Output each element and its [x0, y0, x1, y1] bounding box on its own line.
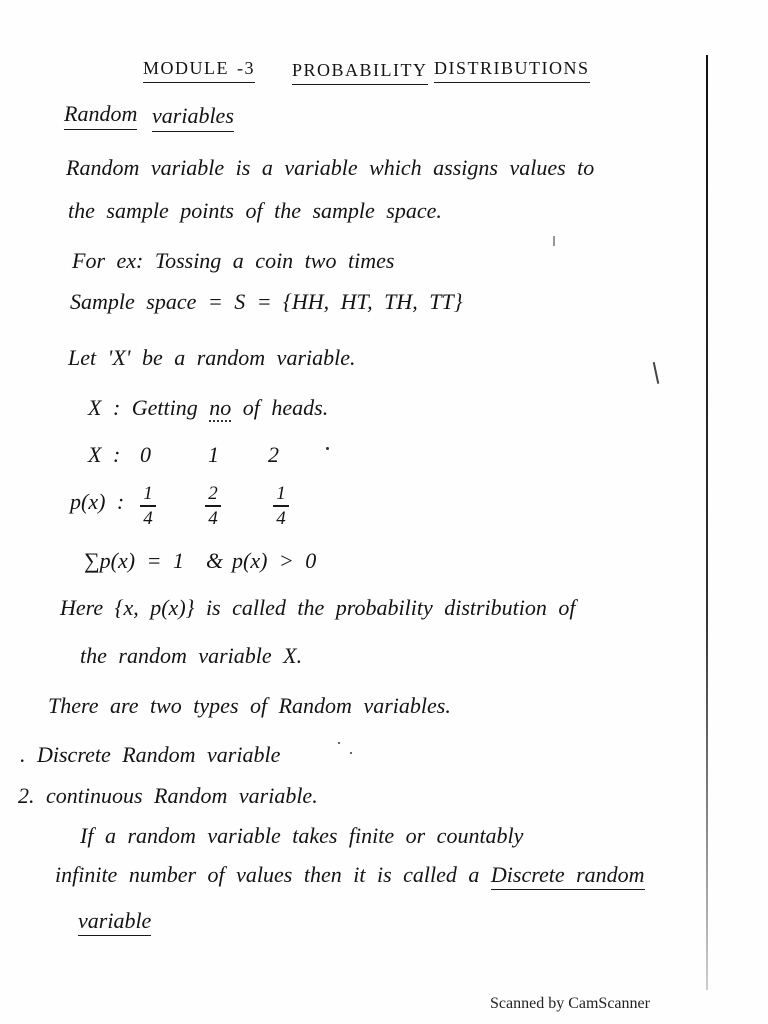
type-item-marker: 2. — [18, 783, 35, 808]
discrete-definition-line-1: If a random variable takes finite or countably — [80, 823, 524, 848]
title-subject-probability: PROBABILITY — [292, 60, 428, 85]
definition-line-2: the sample points of the sample space. — [68, 198, 442, 223]
p-value-fraction — [205, 484, 221, 528]
fraction-denominator: 4 — [208, 507, 218, 529]
fraction-bar — [205, 505, 221, 507]
fraction-bar — [273, 505, 289, 507]
scan-speck — [326, 447, 329, 450]
type-item — [18, 783, 318, 809]
x-label: X : — [88, 442, 121, 467]
fraction-numerator: 2 — [208, 483, 218, 504]
type-item — [20, 742, 280, 768]
definition-line-1: Random variable is a variable which assigns values to — [66, 155, 595, 180]
fraction-numerator: 1 — [276, 483, 286, 504]
conjunction: & — [206, 548, 224, 573]
sample-space: Sample space = S = {HH, HT, TH, TT} — [70, 289, 463, 314]
scan-speck — [350, 752, 352, 754]
x-definition-prefix: X : Getting — [88, 395, 198, 420]
fraction-denominator: 4 — [143, 507, 153, 529]
sum-condition: ∑p(x) = 1 — [84, 548, 184, 573]
x-value: 0 — [140, 442, 151, 467]
scanner-watermark: Scanned by CamScanner — [490, 995, 650, 1012]
p-value-fraction — [140, 484, 156, 528]
scan-edge-line — [706, 55, 708, 990]
types-intro: There are two types of Random variables. — [48, 693, 451, 718]
discrete-definition-line-2 — [55, 862, 645, 888]
x-definition-suffix: of heads. — [242, 395, 329, 420]
discrete-term: Discrete random — [491, 862, 645, 890]
type-item-marker: . — [20, 742, 26, 767]
type-item-label: continuous Random variable. — [46, 783, 318, 808]
x-definition — [88, 395, 328, 421]
title-subject-distributions: DISTRIBUTIONS — [434, 58, 590, 83]
section-heading-word1: Random — [64, 101, 137, 130]
title-module: MODULE -3 — [143, 58, 255, 83]
discrete-definition-text: infinite number of values then it is called a — [55, 862, 480, 887]
fraction-numerator: 1 — [143, 483, 153, 504]
positivity-condition: p(x) > 0 — [232, 548, 317, 573]
distribution-statement-line-1: Here {x, p(x)} is called the probability distribution of — [60, 595, 576, 620]
x-value: 1 — [208, 442, 219, 467]
section-heading-word2: variables — [152, 103, 234, 132]
scan-mark — [653, 362, 659, 384]
fraction-denominator: 4 — [276, 507, 286, 529]
distribution-statement-line-2: the random variable X. — [80, 643, 303, 668]
scan-speck — [338, 742, 340, 744]
x-definition-no: no — [209, 395, 232, 420]
scan-mark — [553, 236, 555, 246]
p-label: p(x) : — [70, 489, 125, 514]
example-intro: For ex: Tossing a coin two times — [72, 248, 395, 273]
fraction-bar — [140, 505, 156, 507]
discrete-definition-line-3 — [78, 908, 151, 934]
type-item-label: Discrete Random variable — [37, 742, 281, 767]
x-value: 2 — [268, 442, 279, 467]
let-statement: Let 'X' be a random variable. — [68, 345, 356, 370]
discrete-term-continued: variable — [78, 908, 151, 936]
p-value-fraction — [273, 484, 289, 528]
